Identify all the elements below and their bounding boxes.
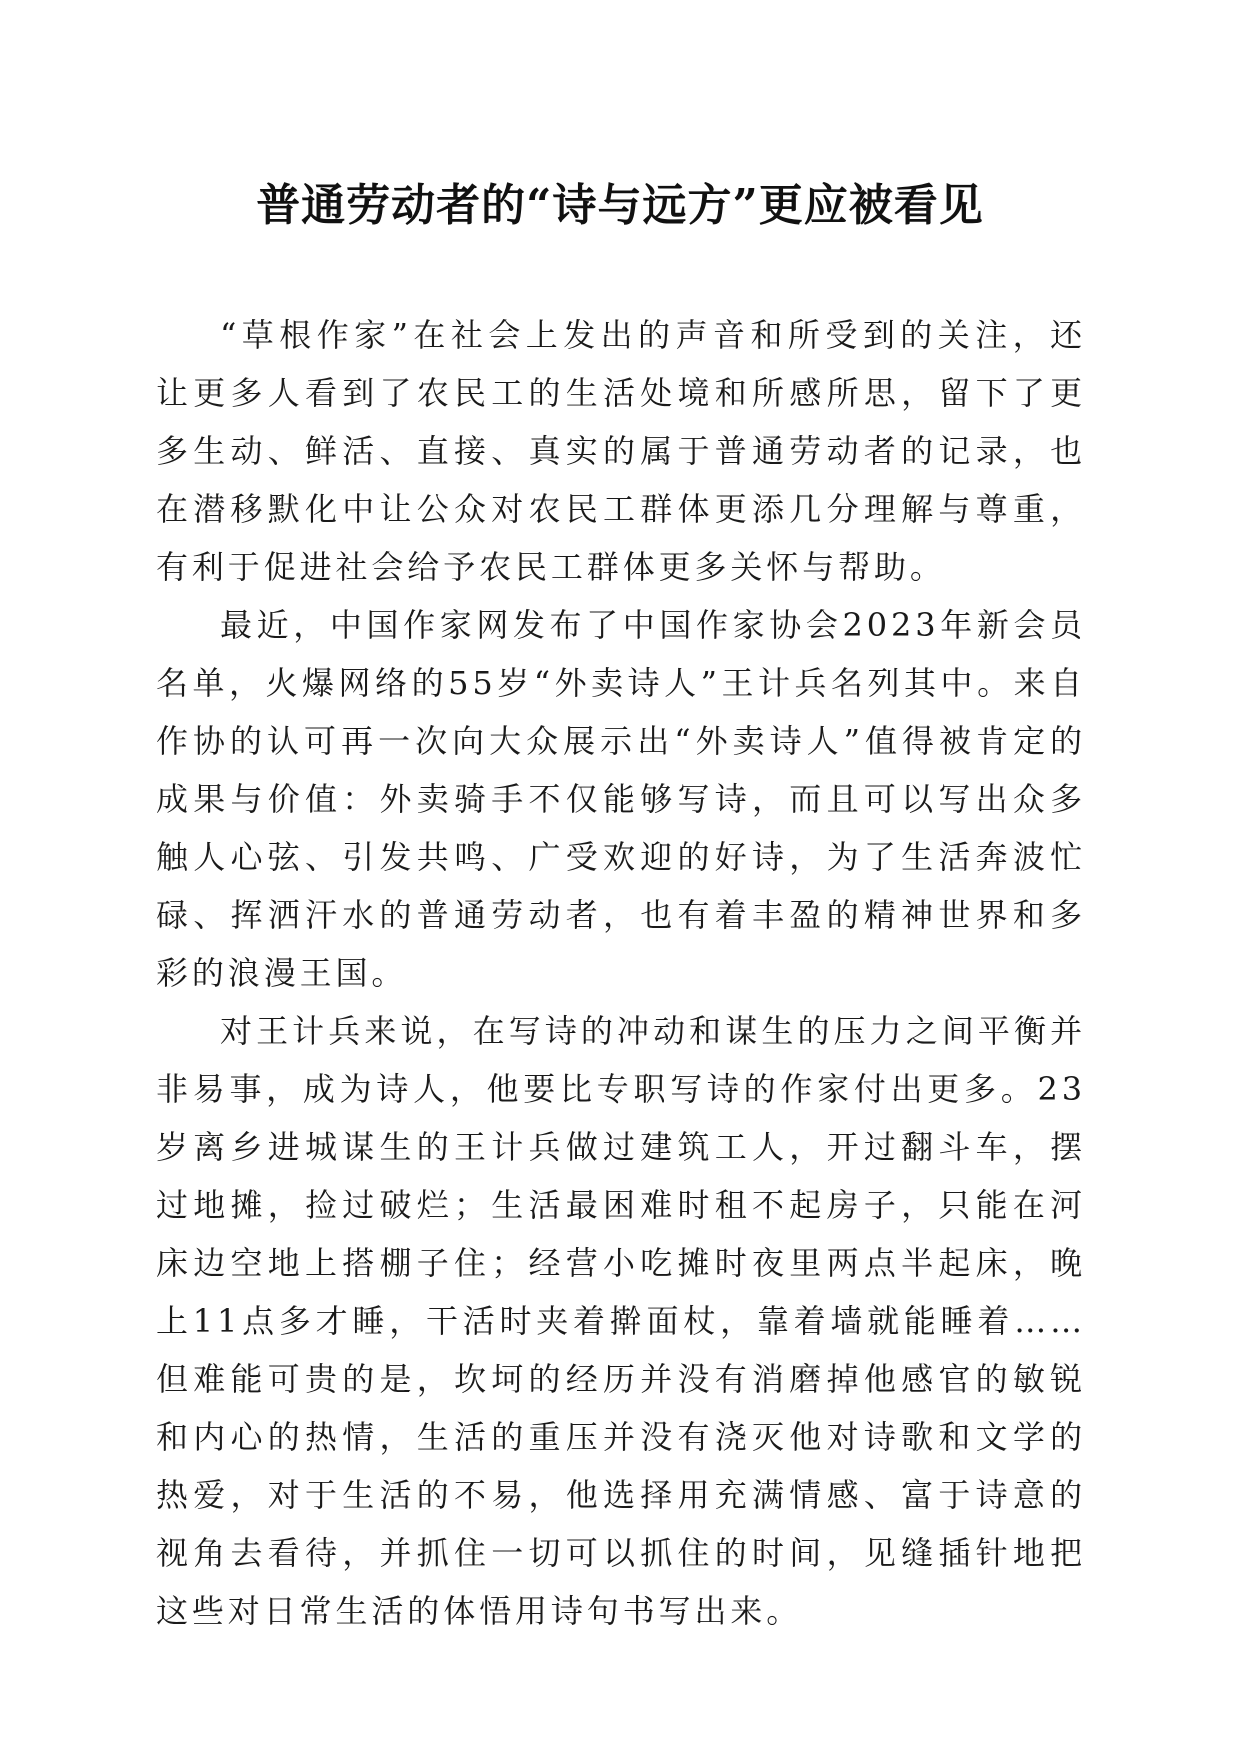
page-title: 普通劳动者的“诗与远方”更应被看见: [256, 180, 984, 231]
article-body: [156, 306, 1086, 1640]
paragraph-3: 对王计兵来说，在写诗的冲动和谋生的压力之间平衡并非易事，成为诗人，他要比专职写诗的作家付出更多。23岁离乡进城谋生的王计兵做过建筑工人，开过翻斗车，摆过地摊，捡过破烂；生活最困难时租不起房子，只能在河床边空地上搭棚子住；经营小吃摊时夜里两点半起床，晚上11点多才睡，干活时夹着擀面杖，靠着墙就能睡着……但难能可贵的是，坎坷的经历并没有消磨掉他感官的敏锐和内心的热情，生活的重压并没有浇灭他对诗歌和文学的热爱，对于生活的不易，他选择用充满情感、富于诗意的视角去看待，并抓住一切可以抓住的时间，见缝插针地把这些对日常生活的体悟用诗句书写出来。: [156, 1012, 1086, 1630]
paragraph-1: “草根作家”在社会上发出的声音和所受到的关注，还让更多人看到了农民工的生活处境和所感所思，留下了更多生动、鲜活、直接、真实的属于普通劳动者的记录，也在潜移默化中让公众对农民工群体更添几分理解与尊重，有利于促进社会给予农民工群体更多关怀与帮助。: [156, 316, 1086, 586]
paragraph-2: 最近，中国作家网发布了中国作家协会2023年新会员名单，火爆网络的55岁“外卖诗人”王计兵名列其中。来自作协的认可再一次向大众展示出“外卖诗人”值得被肯定的成果与价值：外卖骑手不仅能够写诗，而且可以写出众多触人心弦、引发共鸣、广受欢迎的好诗，为了生活奔波忙碌、挥洒汗水的普通劳动者，也有着丰盈的精神世界和多彩的浪漫王国。: [156, 606, 1086, 992]
